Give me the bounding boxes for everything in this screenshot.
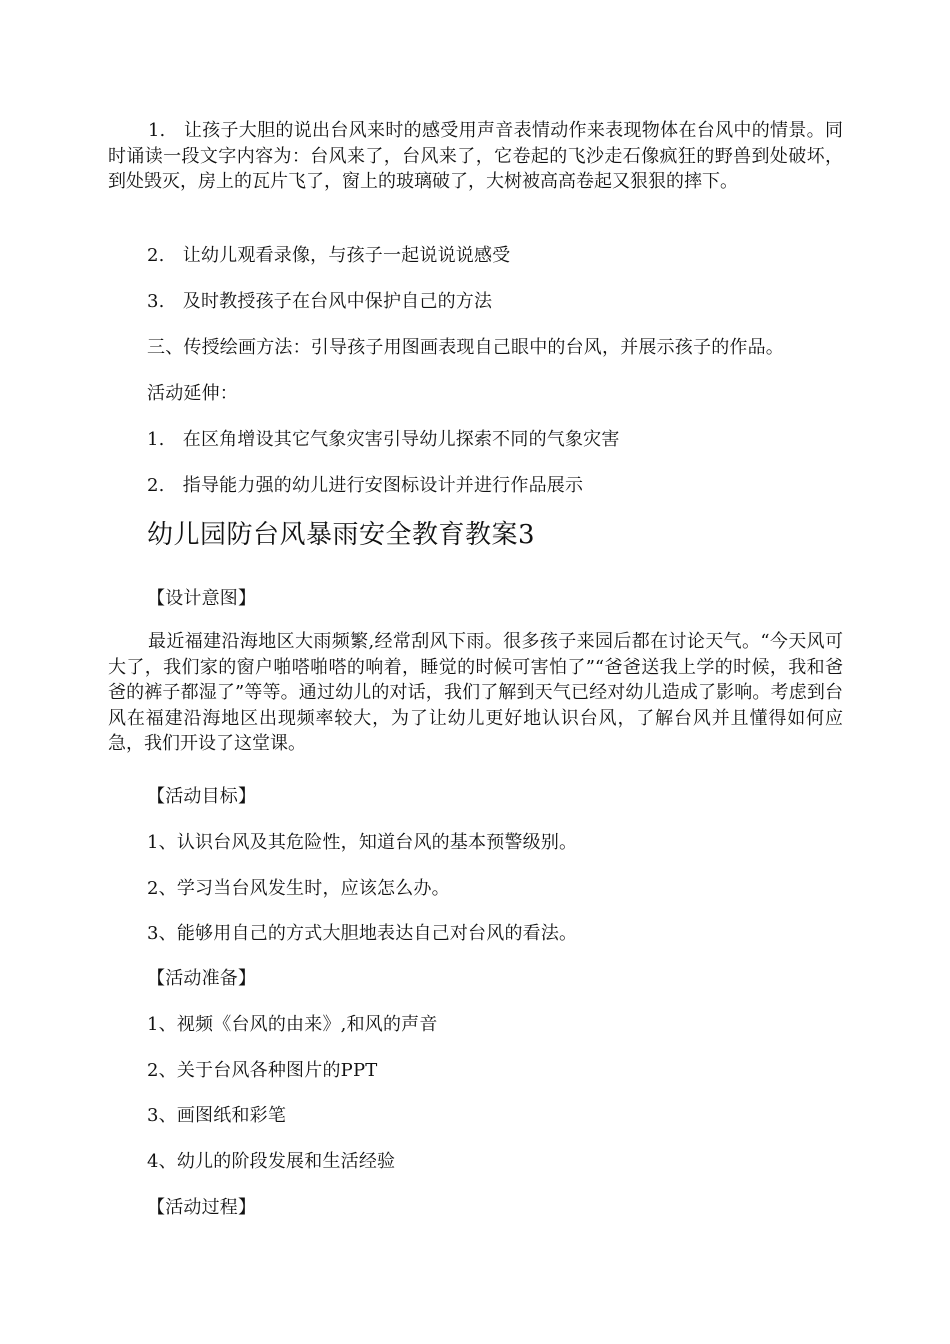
extension-item-1: 1. 在区角增设其它气象灾害引导幼儿探索不同的气象灾害	[147, 429, 620, 450]
prep-item-1: 1、视频《台风的由来》,和风的声音	[147, 1014, 438, 1035]
intro-paragraph: 1. 让孩子大胆的说出台风来时的感受用声音表情动作来表现物体在台风中的情景。同时诵读一段文字内容为：台风来了，台风来了，它卷起的飞沙走石像疯狂的野兽到处破坏，到处毁灭，房上的瓦片飞了，窗上的玻璃破了，大树被高高卷起又狠狠的摔下。	[108, 120, 843, 192]
extension-item-2: 2. 指导能力强的幼儿进行安图标设计并进行作品展示	[147, 475, 584, 496]
prep-heading: 【活动准备】	[147, 968, 257, 989]
prep-item-3: 3、画图纸和彩笔	[147, 1105, 287, 1126]
goal-item-3: 3、能够用自己的方式大胆地表达自己对台风的看法。	[147, 923, 578, 944]
process-heading: 【活动过程】	[147, 1197, 257, 1218]
section-three: 三、传授绘画方法：引导孩子用图画表现自己眼中的台风，并展示孩子的作品。	[147, 337, 784, 358]
design-heading: 【设计意图】	[147, 588, 257, 609]
prep-item-2: 2、关于台风各种图片的PPT	[147, 1060, 378, 1081]
prep-item-4: 4、幼儿的阶段发展和生活经验	[147, 1151, 396, 1172]
goal-item-1: 1、认识台风及其危险性，知道台风的基本预警级别。	[147, 832, 578, 853]
goal-item-2: 2、学习当台风发生时，应该怎么办。	[147, 878, 450, 899]
extension-label: 活动延伸：	[147, 383, 238, 404]
step-3: 3. 及时教授孩子在台风中保护自己的方法	[147, 291, 493, 312]
step-2: 2. 让幼儿观看录像，与孩子一起说说说感受	[147, 245, 511, 266]
design-paragraph: 最近福建沿海地区大雨频繁,经常刮风下雨。很多孩子来园后都在讨论天气。“今天风可大了，我们家的窗户啪嗒啪嗒的响着，睡觉的时候可害怕了”“爸爸送我上学的时候，我和爸爸的裤子都湿了”等等。通过幼儿的对话，我们了解到天气已经对幼儿造成了影响。考虑到台风在福建沿海地区出现频率较大，为了让幼儿更好地认识台风，了解台风并且懂得如何应急，我们开设了这堂课。	[108, 631, 843, 754]
lesson-title: 幼儿园防台风暴雨安全教育教案3	[147, 520, 536, 550]
goals-heading: 【活动目标】	[147, 786, 257, 807]
